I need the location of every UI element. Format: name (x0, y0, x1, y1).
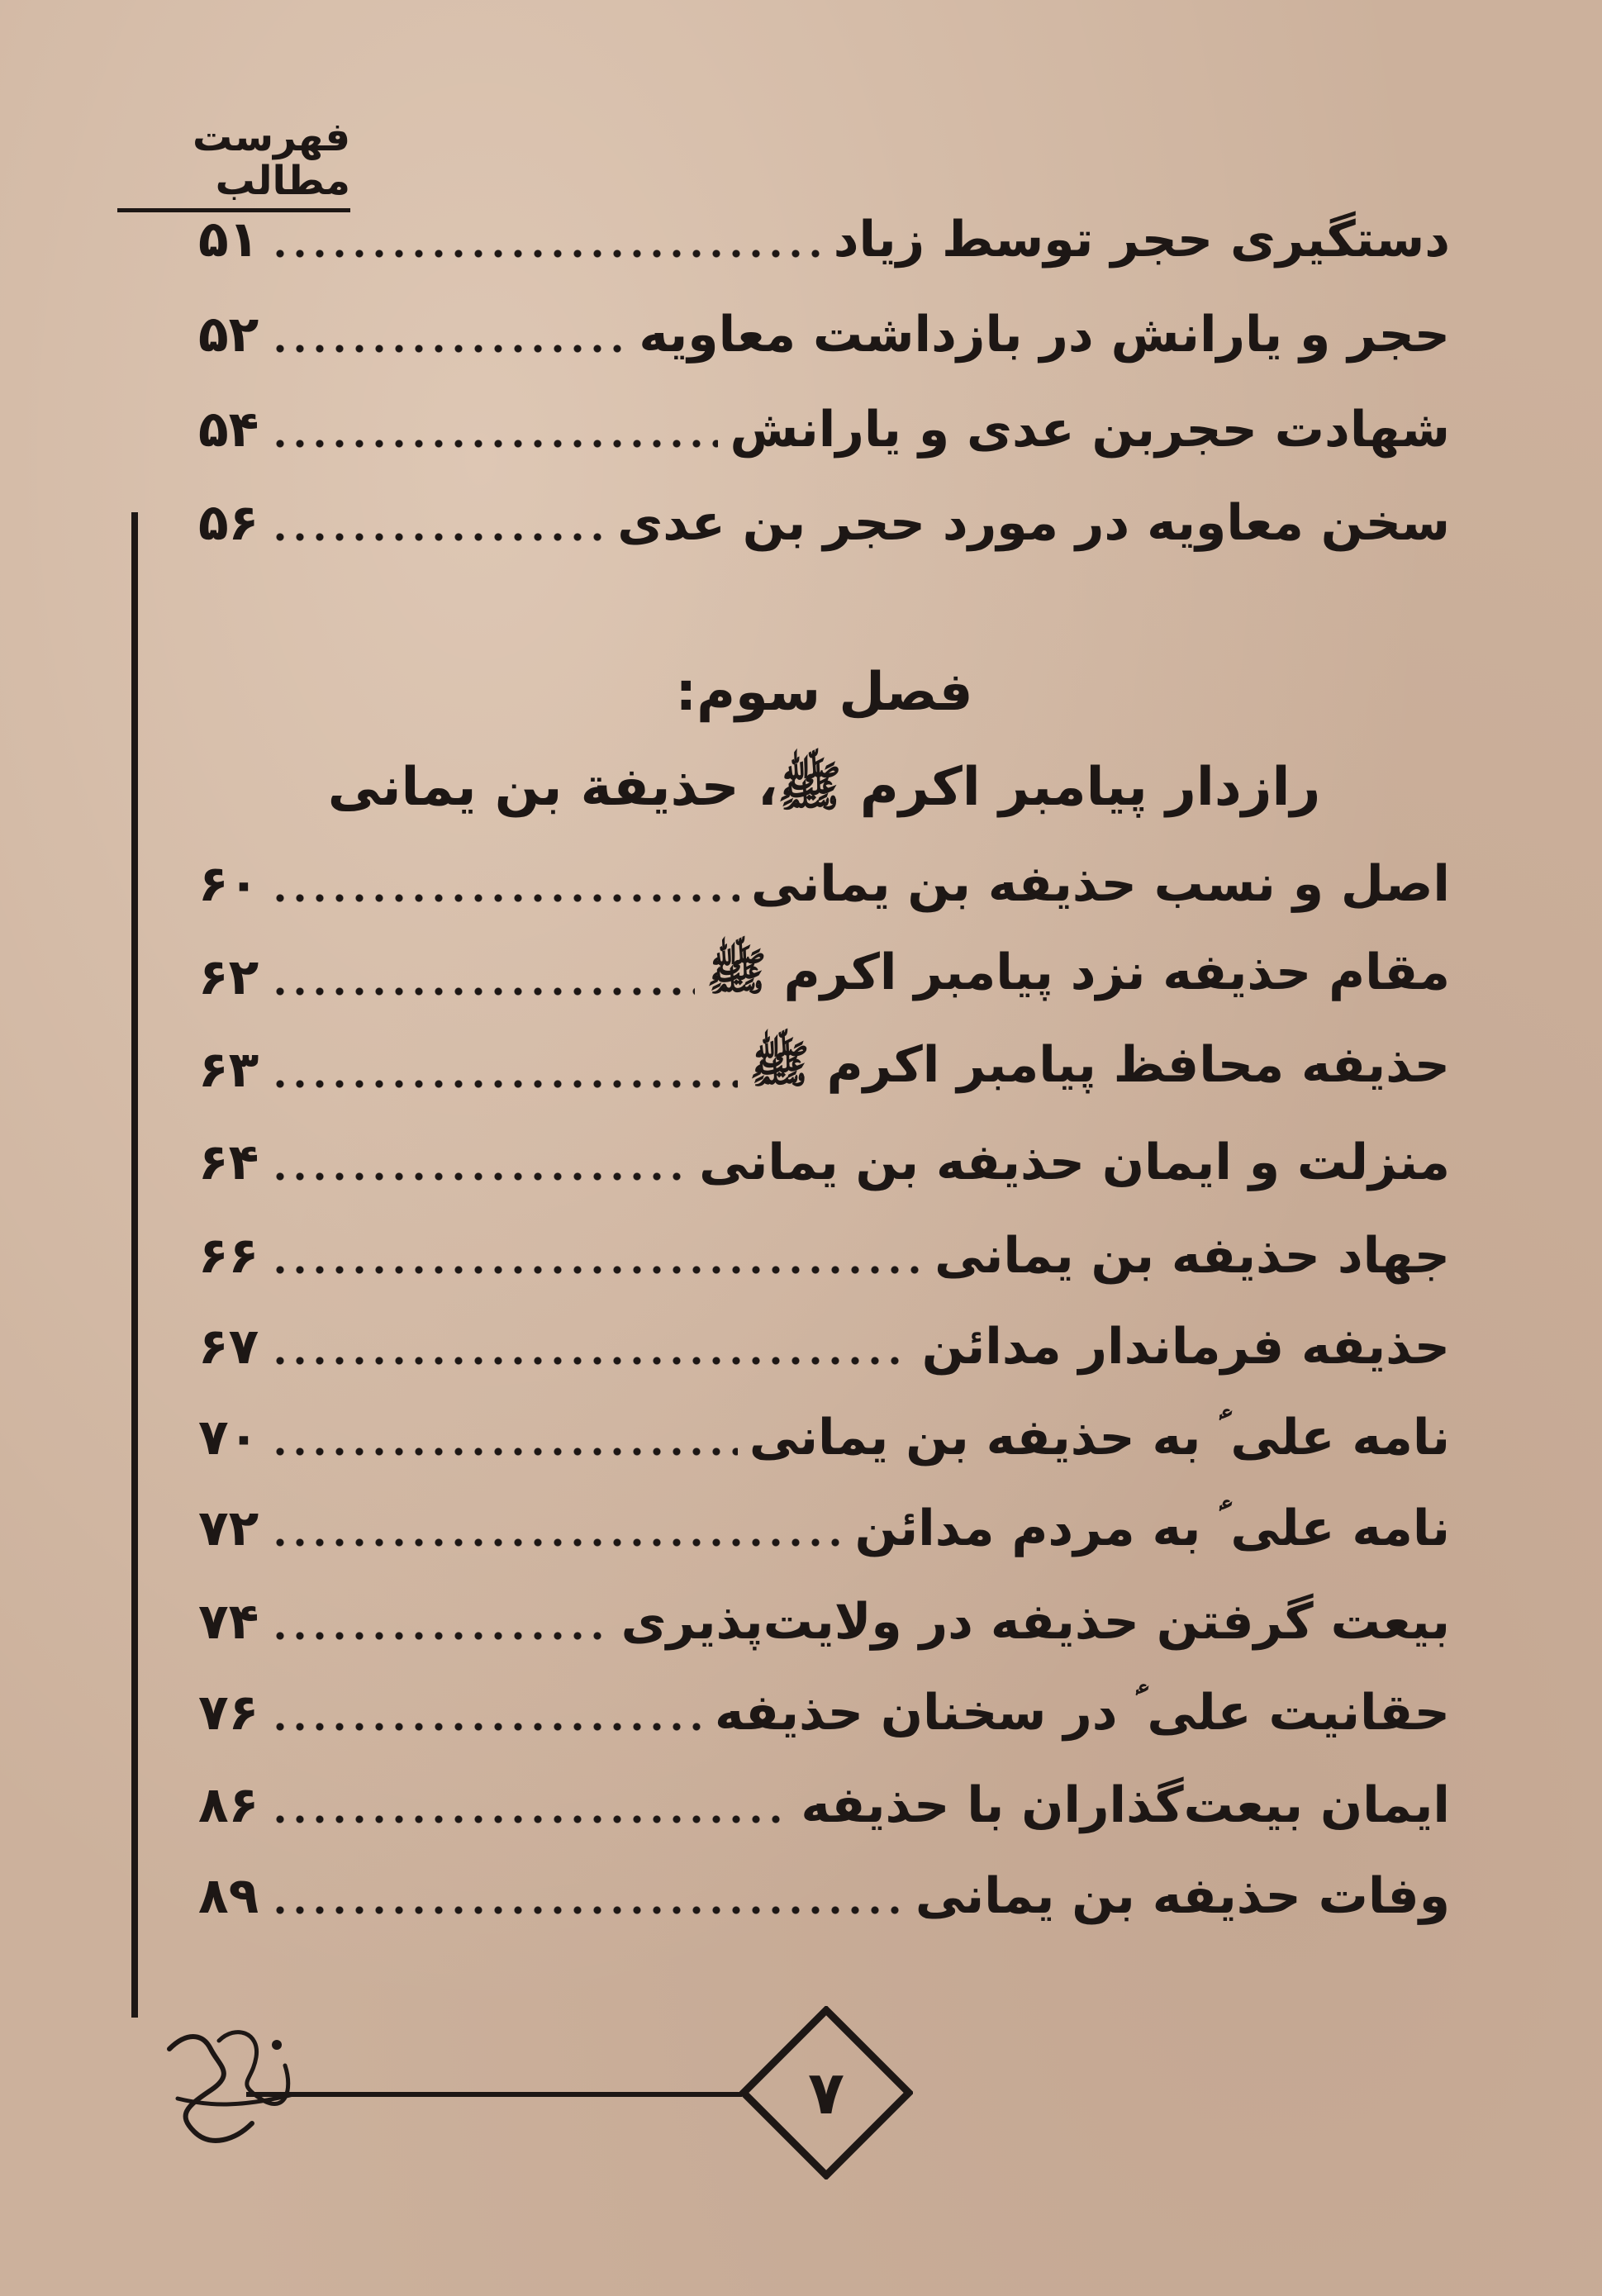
toc-leader-dots (270, 1265, 923, 1275)
toc-entry-title: منزلت و ایمان حذیفه بن یمانی (699, 1134, 1450, 1191)
toc-leader-dots (270, 1172, 687, 1181)
toc-entry[interactable] (198, 1768, 1450, 1842)
toc-entry-page: ۵۴ (198, 401, 259, 459)
toc-leader-dots (270, 1814, 789, 1824)
footer-horizontal-rule (246, 2092, 742, 2097)
toc-entry-page: ۷۲ (198, 1500, 259, 1557)
toc-entry[interactable] (198, 847, 1450, 921)
toc-leader-dots (270, 1447, 738, 1457)
toc-entry-title: اصل و نسب حذیفه بن یمانی (751, 855, 1450, 913)
toc-entry-title: وفات حذیفه بن یمانی (915, 1867, 1450, 1925)
toc-entry[interactable] (198, 297, 1450, 372)
toc-leader-dots (270, 1722, 703, 1732)
toc-leader-dots (270, 1905, 904, 1915)
toc-entry[interactable] (198, 486, 1450, 560)
toc-entry[interactable] (198, 1310, 1450, 1384)
toc-entry-page: ۷۶ (198, 1684, 259, 1742)
chapter-label: فصل سوم: (675, 662, 973, 723)
toc-entry-title: جهاد حذیفه بن یمانی (934, 1227, 1450, 1285)
toc-entry-page: ۷۴ (198, 1593, 259, 1651)
toc-entry-page: ۷۰ (198, 1409, 259, 1466)
toc-entry-title: ایمان بیعت‌گذاران با حذیفه (801, 1776, 1450, 1834)
toc-entry[interactable] (198, 1400, 1450, 1475)
toc-entry-title: حذیفه فرماندار مدائن (921, 1318, 1450, 1376)
toc-entry-title: بیعت گرفتن حذیفه در ولایت‌پذیری (620, 1593, 1450, 1651)
toc-entry[interactable] (198, 1859, 1450, 1933)
toc-entry-title: حذیفه محافظ پیامبر اکرم ﷺ (749, 1035, 1450, 1094)
toc-entry-page: ۸۶ (198, 1776, 259, 1834)
toc-leader-dots (270, 1631, 609, 1641)
toc-entry-title: حقانیت علی ؑ در سخنان حذیفه (714, 1684, 1450, 1742)
toc-entry[interactable] (198, 1585, 1450, 1659)
toc-entry-page: ۵۶ (198, 494, 259, 552)
toc-leader-dots (270, 893, 739, 903)
toc-entry[interactable] (198, 940, 1450, 1015)
toc-entry[interactable] (198, 392, 1450, 467)
chapter-title: رازدار پیامبر اکرم ﷺ، حذیفة بن یمانی (327, 757, 1321, 818)
toc-entry-page: ۵۲ (198, 306, 259, 364)
toc-leader-dots (270, 532, 606, 542)
toc-entry-page: ۶۲ (198, 948, 259, 1006)
ali-waliullah-calligraphy-seal (161, 2024, 302, 2148)
page-number: ۷ (808, 2058, 844, 2127)
toc-leader-dots (270, 249, 822, 259)
toc-entry[interactable] (198, 1219, 1450, 1293)
toc-entry-title: سخن معاویه در مورد حجر بن عدی (617, 494, 1450, 552)
toc-leader-dots (270, 1079, 738, 1089)
toc-entry-title: دستگیری حجر توسط زیاد (833, 211, 1450, 269)
toc-entry-page: ۶۳ (198, 1041, 259, 1099)
toc-entry-title: نامه علی ؑ به مردم مدائن (854, 1500, 1450, 1557)
toc-entry[interactable] (198, 1033, 1450, 1107)
toc-entry[interactable] (198, 202, 1450, 277)
toc-entry[interactable] (198, 1125, 1450, 1200)
toc-leader-dots (270, 1538, 843, 1547)
toc-entry-title: نامه علی ؑ به حذیفه بن یمانی (749, 1409, 1450, 1466)
page-number-diamond (739, 2006, 913, 2180)
toc-entry-page: ۵۱ (198, 211, 259, 269)
toc-leader-dots (270, 1356, 910, 1366)
toc-entry-title: مقام حذیفه نزد پیامبر اکرم ﷺ (706, 943, 1450, 1001)
running-head: فهرست مطالب (117, 116, 350, 212)
toc-leader-dots (270, 344, 627, 354)
calligraphy-mark (161, 2024, 302, 2148)
left-vertical-rule (131, 512, 138, 2018)
toc-entry-page: ۸۹ (198, 1867, 259, 1925)
toc-entry-page: ۶۴ (198, 1134, 259, 1191)
toc-leader-dots (270, 986, 695, 996)
toc-leader-dots (270, 439, 718, 449)
toc-entry[interactable] (198, 1676, 1450, 1750)
toc-entry-page: ۶۶ (198, 1227, 259, 1285)
toc-entry-title: حجر و یارانش در بازداشت معاویه (639, 306, 1450, 364)
toc-entry-page: ۶۷ (198, 1318, 259, 1376)
toc-entry[interactable] (198, 1491, 1450, 1566)
toc-entry-page: ۶۰ (198, 855, 259, 913)
toc-entry-title: شهادت حجربن عدی و یارانش (730, 401, 1450, 459)
